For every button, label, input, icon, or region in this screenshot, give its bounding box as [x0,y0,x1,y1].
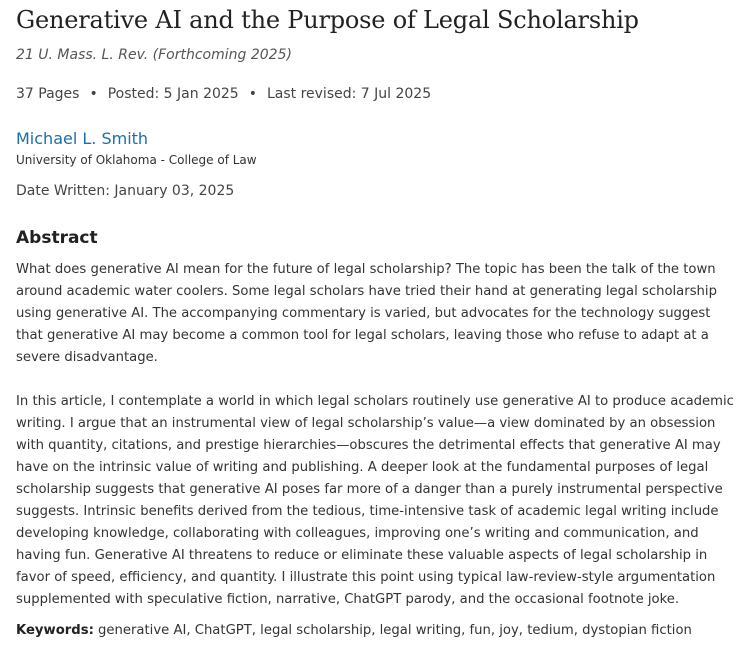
abstract-heading: Abstract [16,228,98,248]
separator-dot: • [248,86,257,102]
paper-meta [16,84,431,104]
separator-dot: • [89,86,98,102]
keywords-label: Keywords: [16,623,94,638]
abstract-paragraph: What does generative AI mean for the future of legal scholarship? The topic has been the talk of the town around academic water coolers. Some legal scholars have tried their hand at generating legal scholarship using generative AI. The accompanying commentary is varied, but advocates for the technology suggest that generative AI may become a common tool for legal scholars, leaving those who refuse to adapt at a severe disadvantage. [16,262,717,365]
abstract-paragraph: In this article, I contemplate a world in which legal scholars routinely use generative AI to produce academic writing. I argue that an instrumental view of legal scholarship’s value—a view dominated by an obsession with quantity, citations, and prestige hierarchies—obscures the detrimental effects that generative AI may have on the intrinsic value of writing and publishing. A deeper look at the fundamental purposes of legal scholarship suggests that generative AI poses far more of a danger than a purely instrumental perspective suggests. Intrinsic benefits derived from the tedious, time-intensive task of academic legal writing include developing knowledge, collaborating with colleagues, improving one’s writing and communication, and having fun. Generative AI threatens to reduce or eliminate these valuable aspects of legal scholarship in favor of speed, efficiency, and quantity. I illustrate this point using typical law-review-style argumentation supplemented with speculative fiction, narrative, ChatGPT parody, and the occasional footnote joke. [16,394,734,607]
page-count: 37 Pages [16,86,80,102]
author-affiliation: University of Oklahoma - College of Law [16,153,257,167]
keywords [16,621,692,641]
abstract-body [16,259,738,633]
date-written: Date Written: January 03, 2025 [16,183,235,199]
posted-date: Posted: 5 Jan 2025 [107,86,239,102]
keywords-values: generative AI, ChatGPT, legal scholarship, legal writing, fun, joy, tedium, dystopian fiction [98,623,692,638]
journal-citation: 21 U. Mass. L. Rev. (Forthcoming 2025) [16,47,292,63]
author-link[interactable]: Michael L. Smith [16,129,149,148]
paper-title: Generative AI and the Purpose of Legal Scholarship [16,6,639,34]
revised-date: Last revised: 7 Jul 2025 [266,86,432,102]
